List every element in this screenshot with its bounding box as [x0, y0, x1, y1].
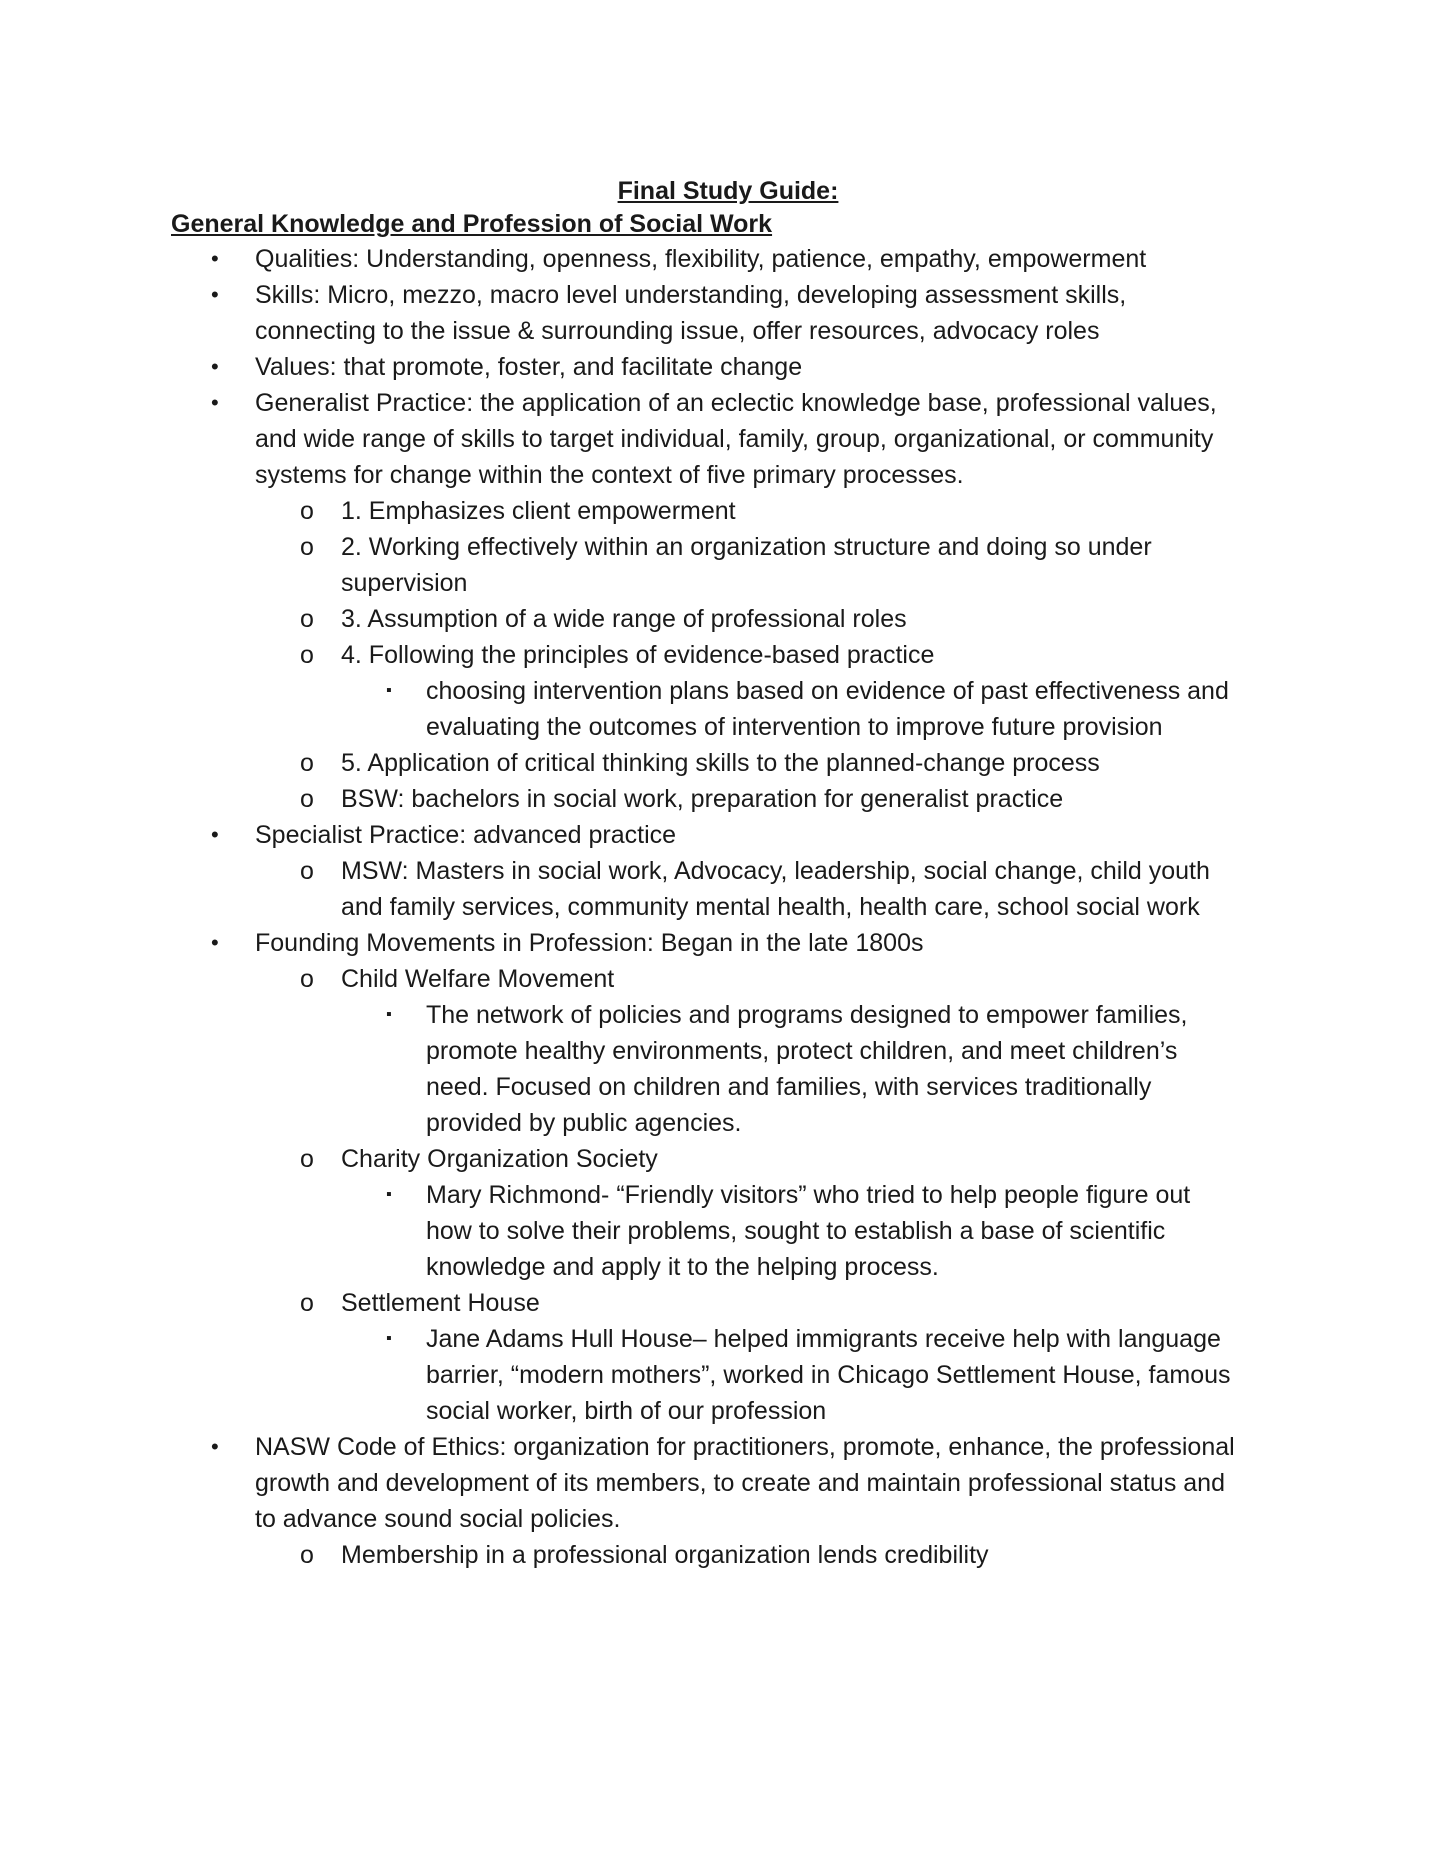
bullet-marker: o [300, 641, 314, 669]
outline-list [0, 241, 1456, 1573]
outline-line-level-1 [0, 817, 1456, 853]
outline-line-level-2 [0, 961, 1456, 997]
bullet-marker: • [211, 390, 219, 415]
outline-line-level-2 [0, 565, 1456, 601]
outline-line-text: Settlement House [341, 1289, 540, 1317]
outline-line-text: evaluating the outcomes of intervention to improve future provision [426, 713, 1163, 741]
outline-line-text: The network of policies and programs designed to empower families, [426, 1001, 1188, 1029]
outline-line-level-1 [0, 313, 1456, 349]
outline-line-text: NASW Code of Ethics: organization for practitioners, promote, enhance, the professional [255, 1433, 1235, 1461]
outline-line-level-1 [0, 241, 1456, 277]
outline-line-text: how to solve their problems, sought to establish a base of scientific [426, 1217, 1166, 1245]
bullet-marker: ▪ [386, 1186, 392, 1203]
outline-line-level-1 [0, 385, 1456, 421]
outline-line-level-2 [0, 1141, 1456, 1177]
outline-line-text: and family services, community mental health, health care, school social work [341, 893, 1200, 921]
outline-line-text: 3. Assumption of a wide range of professional roles [341, 605, 907, 633]
outline-line-level-1 [0, 925, 1456, 961]
outline-line-level-2 [0, 889, 1456, 925]
outline-line-text: BSW: bachelors in social work, preparation for generalist practice [341, 785, 1064, 813]
outline-line-text: Values: that promote, foster, and facilitate change [255, 353, 803, 381]
bullet-marker: ▪ [386, 1330, 392, 1347]
outline-line-level-1 [0, 1501, 1456, 1537]
outline-line-text: 1. Emphasizes client empowerment [341, 497, 736, 525]
outline-line-level-2 [0, 745, 1456, 781]
outline-line-level-3 [0, 1393, 1456, 1429]
outline-line-text: Skills: Micro, mezzo, macro level understanding, developing assessment skills, [255, 281, 1127, 309]
outline-line-text: need. Focused on children and families, with services traditionally [426, 1073, 1152, 1101]
bullet-marker: • [211, 1434, 219, 1459]
outline-line-level-3 [0, 1321, 1456, 1357]
outline-line-text: Qualities: Understanding, openness, flexibility, patience, empathy, empowerment [255, 245, 1147, 273]
outline-line-text: Membership in a professional organization lends credibility [341, 1541, 989, 1569]
outline-line-text: Child Welfare Movement [341, 965, 615, 993]
outline-line-text: systems for change within the context of five primary processes. [255, 461, 964, 489]
outline-line-level-1 [0, 421, 1456, 457]
section-heading: General Knowledge and Profession of Social Work [171, 210, 773, 238]
outline-line-level-2 [0, 601, 1456, 637]
outline-line-level-3 [0, 1069, 1456, 1105]
outline-line-level-3 [0, 673, 1456, 709]
outline-line-text: Charity Organization Society [341, 1145, 658, 1173]
outline-line-level-2 [0, 781, 1456, 817]
outline-line-level-1 [0, 349, 1456, 385]
bullet-marker: o [300, 497, 314, 525]
bullet-marker: o [300, 1145, 314, 1173]
outline-line-text: Founding Movements in Profession: Began in the late 1800s [255, 929, 924, 957]
bullet-marker: • [211, 246, 219, 271]
outline-line-text: 5. Application of critical thinking skills to the planned-change process [341, 749, 1100, 777]
outline-line-text: and wide range of skills to target individual, family, group, organizational, or community [255, 425, 1214, 453]
bullet-marker: o [300, 785, 314, 813]
outline-line-level-1 [0, 1465, 1456, 1501]
bullet-marker: o [300, 749, 314, 777]
outline-line-level-2 [0, 853, 1456, 889]
outline-line-level-2 [0, 529, 1456, 565]
outline-line-level-3 [0, 1213, 1456, 1249]
bullet-marker: o [300, 1541, 314, 1569]
bullet-marker: o [300, 857, 314, 885]
outline-line-text: 2. Working effectively within an organization structure and doing so under [341, 533, 1152, 561]
outline-line-text: choosing intervention plans based on evidence of past effectiveness and [426, 677, 1229, 705]
outline-line-text: knowledge and apply it to the helping process. [426, 1253, 939, 1281]
outline-line-text: MSW: Masters in social work, Advocacy, leadership, social change, child youth [341, 857, 1210, 885]
bullet-marker: o [300, 533, 314, 561]
outline-line-level-3 [0, 1105, 1456, 1141]
outline-line-text: supervision [341, 569, 468, 597]
bullet-marker: o [300, 1289, 314, 1317]
outline-line-text: promote healthy environments, protect children, and meet children’s [426, 1037, 1178, 1065]
outline-line-text: to advance sound social policies. [255, 1505, 621, 1533]
outline-line-level-2 [0, 637, 1456, 673]
bullet-marker: • [211, 930, 219, 955]
bullet-marker: o [300, 965, 314, 993]
bullet-marker: • [211, 354, 219, 379]
outline-line-level-2 [0, 1285, 1456, 1321]
bullet-marker: • [211, 282, 219, 307]
outline-line-level-1 [0, 277, 1456, 313]
outline-line-level-3 [0, 1177, 1456, 1213]
outline-line-level-3 [0, 1357, 1456, 1393]
document-title: Final Study Guide: [617, 177, 839, 205]
bullet-marker: ▪ [386, 1006, 392, 1023]
bullet-marker: o [300, 605, 314, 633]
outline-line-text: growth and development of its members, to create and maintain professional status and [255, 1469, 1225, 1497]
outline-line-text: provided by public agencies. [426, 1109, 742, 1137]
outline-line-level-1 [0, 1429, 1456, 1465]
bullet-marker: • [211, 822, 219, 847]
outline-line-level-2 [0, 1537, 1456, 1573]
outline-line-level-2 [0, 493, 1456, 529]
bullet-marker: ▪ [386, 682, 392, 699]
outline-line-text: barrier, “modern mothers”, worked in Chicago Settlement House, famous [426, 1361, 1231, 1389]
outline-line-level-3 [0, 709, 1456, 745]
outline-line-level-3 [0, 1249, 1456, 1285]
outline-line-text: connecting to the issue & surrounding issue, offer resources, advocacy roles [255, 317, 1100, 345]
outline-line-level-3 [0, 1033, 1456, 1069]
outline-line-text: 4. Following the principles of evidence-based practice [341, 641, 935, 669]
outline-line-text: Mary Richmond- “Friendly visitors” who tried to help people figure out [426, 1181, 1191, 1209]
outline-line-text: Jane Adams Hull House– helped immigrants receive help with language [426, 1325, 1221, 1353]
outline-line-level-1 [0, 457, 1456, 493]
outline-line-text: Specialist Practice: advanced practice [255, 821, 677, 849]
outline-line-level-3 [0, 997, 1456, 1033]
outline-line-text: social worker, birth of our profession [426, 1397, 827, 1425]
outline-line-text: Generalist Practice: the application of an eclectic knowledge base, professional values, [255, 389, 1217, 417]
